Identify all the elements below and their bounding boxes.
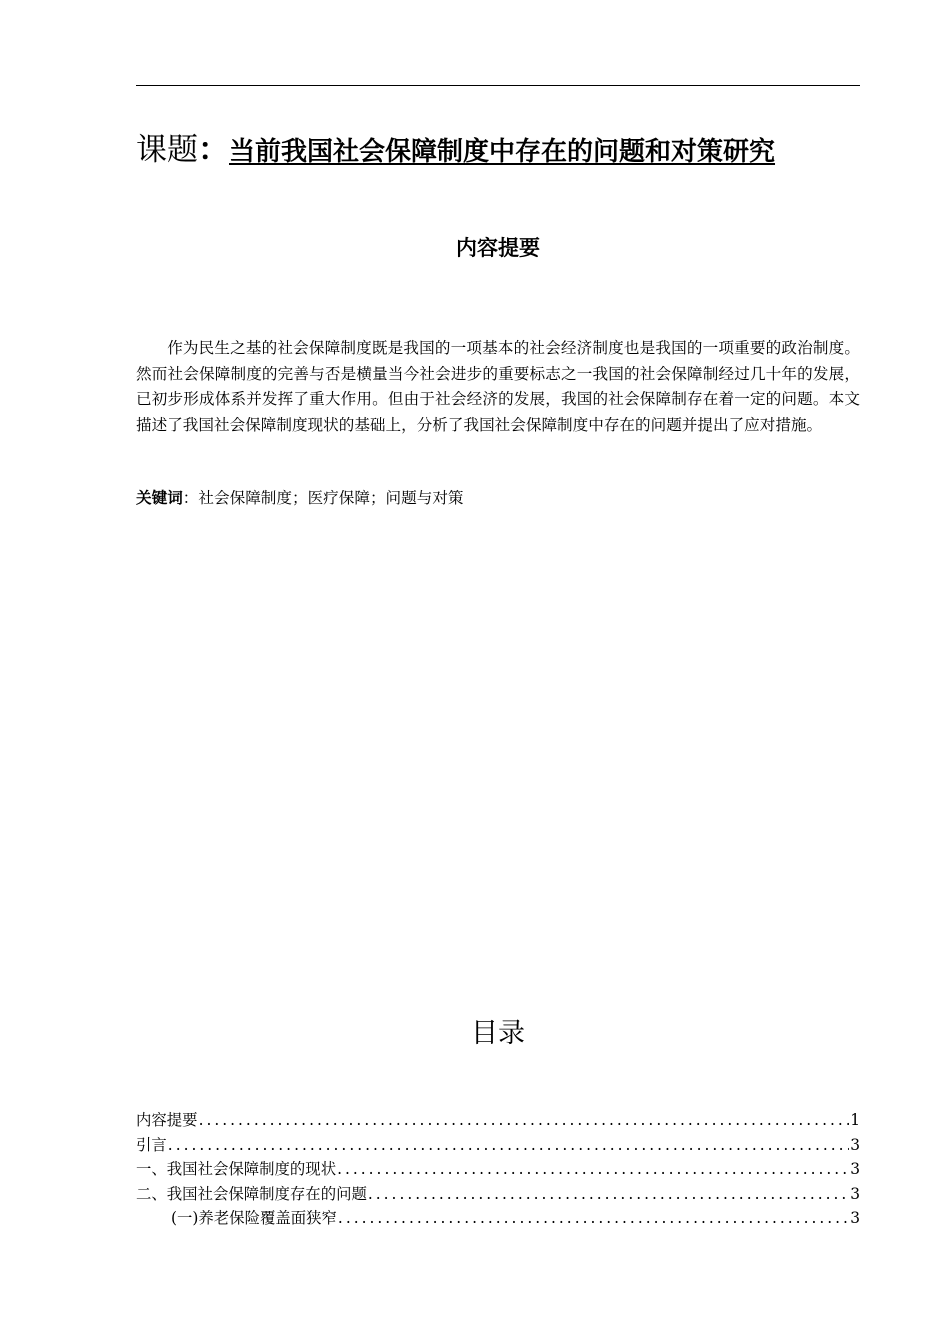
title-prefix: 课题 (136, 132, 198, 168)
keywords-label: 关键词 (136, 489, 183, 507)
toc-leader-dots (168, 1133, 849, 1158)
keywords-line (136, 486, 860, 510)
title-text: 当前我国社会保障制度中存在的问题和对策研究 (229, 137, 776, 167)
toc-entry-page: 3 (850, 1184, 860, 1203)
keywords-text: 社会保障制度；医疗保障；问题与对策 (198, 489, 464, 507)
table-of-contents (136, 1108, 860, 1231)
document-title (136, 126, 860, 174)
toc-heading: 目录 (471, 1018, 525, 1049)
toc-leader-dots (338, 1206, 849, 1231)
keywords-separator: ： (182, 489, 199, 507)
toc-entry-page: 3 (850, 1135, 860, 1154)
toc-entry-section-2-1[interactable] (136, 1206, 860, 1231)
toc-entry-label: 二、我国社会保障制度存在的问题 (136, 1184, 367, 1203)
toc-entry-page: 3 (850, 1209, 860, 1227)
top-rule (136, 85, 860, 86)
toc-entry-page: 1 (850, 1111, 860, 1129)
abstract-body: 作为民生之基的社会保障制度既是我国的一项基本的社会经济制度也是我国的一项重要的政治制度。然而社会保障制度的完善与否是横量当今社会进步的重要标志之一我国的社会保障制经过几十年的发展，已初步形成体系并发挥了重大作用。但由于社会经济的发展，我国的社会保障制存在着一定的问题。本文描述了我国社会保障制度现状的基础上，分析了我国社会保障制度中存在的问题并提出了应对措施。 (136, 339, 860, 434)
toc-entry-label: 内容提要 (136, 1111, 198, 1129)
toc-leader-dots (368, 1182, 849, 1207)
toc-entry-page: 3 (850, 1160, 860, 1178)
title-colon: ： (198, 132, 229, 168)
toc-entry-label: 引言 (136, 1135, 167, 1154)
toc-leader-dots (199, 1108, 850, 1133)
toc-entry-introduction[interactable] (136, 1133, 860, 1158)
toc-entry-abstract[interactable] (136, 1108, 860, 1133)
abstract-heading: 内容提要 (456, 236, 540, 260)
toc-entry-section-2[interactable] (136, 1182, 860, 1207)
toc-leader-dots (337, 1157, 849, 1182)
toc-entry-label: 一、我国社会保障制度的现状 (136, 1160, 337, 1178)
toc-entry-label: (一)养老保险覆盖面狭窄 (171, 1209, 337, 1227)
toc-entry-section-1[interactable] (136, 1157, 860, 1182)
